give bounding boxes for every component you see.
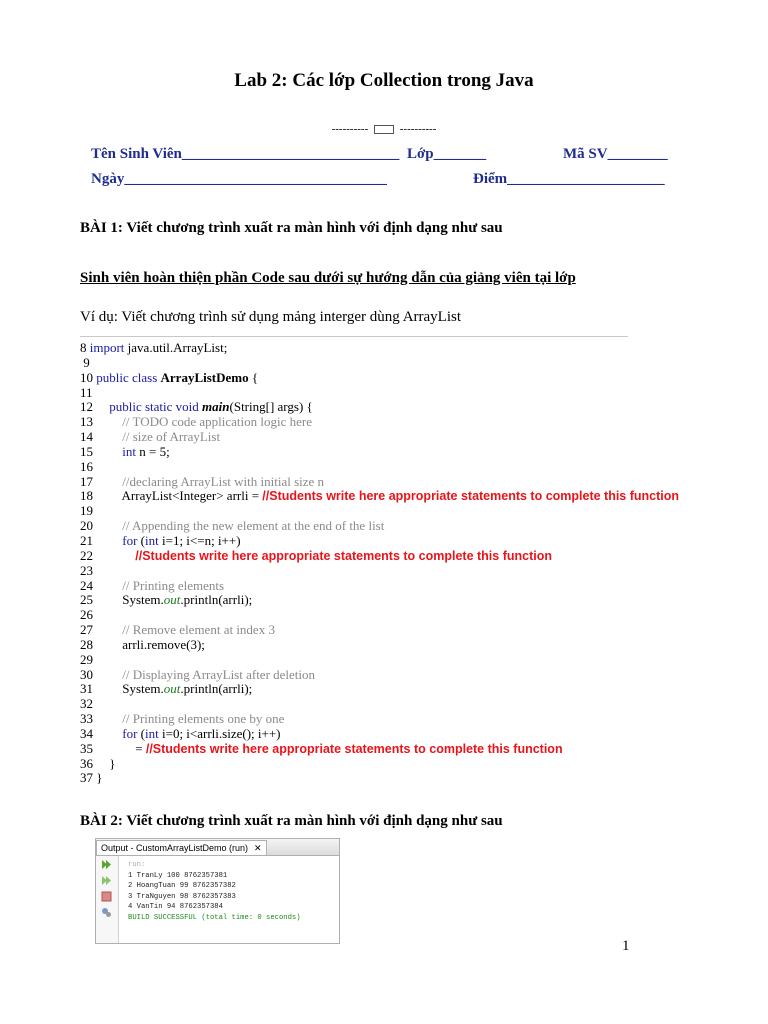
page-number: 1 — [622, 938, 630, 954]
code-line-25: 25 System.out.println(arrli); — [80, 592, 253, 608]
output-tab-bar — [96, 839, 339, 856]
code-line-15: 15 int n = 5; — [80, 443, 170, 459]
code-line-26: 26 — [80, 607, 93, 623]
code-line-23: 23 — [80, 562, 93, 578]
code-line-24: 24 // Printing elements — [80, 577, 225, 593]
code-line-29: 29 — [80, 651, 93, 667]
code-line-11: 11 — [80, 384, 93, 400]
exercise-2-heading: BÀI 2: Viết chương trình xuất ra màn hình với định dạng như sau — [80, 813, 503, 829]
code-line-20: 20 // Appending the new element at the end of the list — [80, 518, 385, 534]
output-tab[interactable]: Output - CustomArrayListDemo (run) ✕ — [96, 840, 267, 855]
console-line-build-success: BUILD SUCCESSFUL (total time: 0 seconds) — [128, 913, 301, 922]
document-title: Lab 2: Các lớp Collection trong Java — [234, 70, 534, 91]
code-line-14: 14 // size of ArrayList — [80, 429, 221, 445]
code-line-17: 17 //declaring ArrayList with initial size n — [80, 473, 325, 489]
code-line-31: 31 System.out.println(arrli); — [80, 681, 253, 697]
run-icon[interactable] — [101, 859, 112, 870]
code-line-36: 36 } — [80, 755, 116, 771]
student-name-field: Tên Sinh Viên_____________________________ — [91, 146, 400, 162]
code-line-30: 30 // Displaying ArrayList after deletion — [80, 666, 316, 682]
code-line-9: 9 — [80, 354, 90, 370]
console-line: 1 TranLy 100 8762357381 — [128, 871, 228, 880]
console-line: 2 HoangTuan 99 8762357382 — [128, 882, 236, 891]
code-line-18: 18 ArrayList<Integer> arrli = //Students write here appropriate statements to complete this function — [80, 488, 680, 504]
date-field: Ngày___________________________________ — [91, 171, 387, 187]
score-field: Điểm_____________________ — [473, 171, 665, 187]
console-line: run: — [128, 861, 146, 869]
divider-box — [374, 125, 394, 134]
stop-icon[interactable] — [101, 891, 112, 902]
exercise-1-heading: BÀI 1: Viết chương trình xuất ra màn hình với định dạng như sau — [80, 220, 503, 236]
code-line-21: 21 for (int i=1; i<=n; i++) — [80, 532, 241, 548]
code-line-32: 32 — [80, 696, 93, 712]
console-line: 4 VanTin 94 8762357384 — [128, 903, 223, 912]
code-line-19: 19 — [80, 503, 93, 519]
console-line: 3 TraNguyen 98 8762357383 — [128, 892, 236, 901]
output-side-toolbar — [96, 856, 119, 943]
code-line-35: 35 = //Students write here appropriate statements to complete this function — [80, 740, 563, 756]
output-panel-screenshot — [95, 838, 340, 944]
code-line-28: 28 arrli.remove(3); — [80, 636, 205, 652]
code-line-13: 13 // TODO code application logic here — [80, 414, 313, 430]
code-line-33: 33 // Printing elements one by one — [80, 711, 285, 727]
code-line-8: 8 import java.util.ArrayList; — [80, 340, 228, 355]
exercise-1-example: Ví dụ: Viết chương trình sử dụng mảng interger dùng ArrayList — [80, 309, 462, 325]
title-divider: ---------- ---------- — [331, 123, 437, 135]
horizontal-rule — [80, 336, 628, 337]
exercise-1-instruction: Sinh viên hoàn thiện phần Code sau dưới sự hướng dẫn của giảng viên tại lớp — [80, 270, 576, 286]
rerun-icon[interactable] — [101, 875, 112, 886]
code-line-27: 27 // Remove element at index 3 — [80, 622, 275, 638]
output-console-text — [128, 860, 301, 924]
code-line-34: 34 for (int i=0; i<arrli.size(); i++) — [80, 725, 281, 741]
student-id-field: Mã SV________ — [563, 146, 668, 162]
class-field: Lớp_______ — [407, 146, 487, 162]
code-line-10: 10 public class ArrayListDemo { — [80, 369, 259, 385]
close-icon[interactable]: ✕ — [254, 843, 262, 853]
code-line-22: 22 //Students write here appropriate statements to complete this function — [80, 547, 552, 563]
code-line-16: 16 — [80, 458, 93, 474]
code-line-37: 37 } — [80, 770, 103, 786]
settings-icon[interactable] — [101, 907, 112, 918]
code-line-12: 12 public static void main(String[] args) { — [80, 399, 313, 415]
code-listing — [80, 341, 679, 786]
